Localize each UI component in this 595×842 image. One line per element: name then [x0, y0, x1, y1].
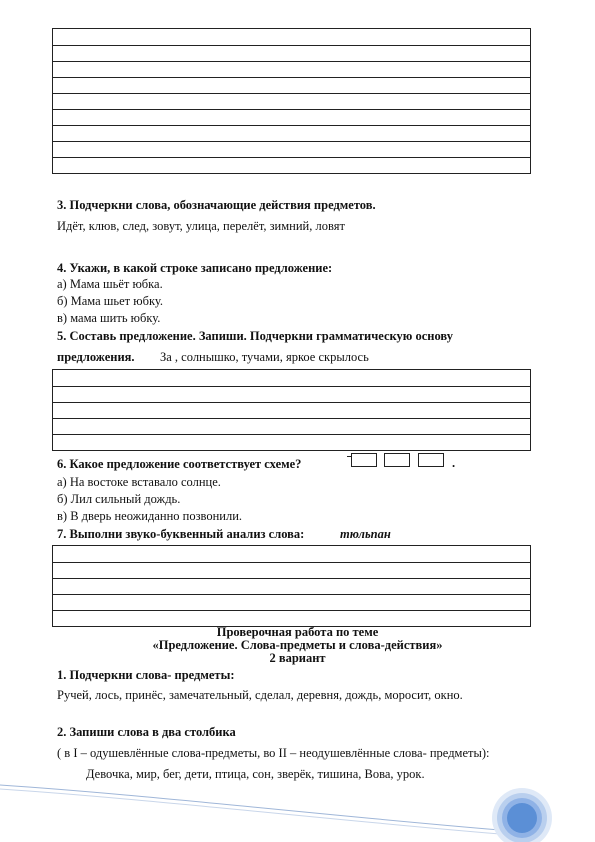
q6-option-a: а) На востоке вставало солнце.	[57, 475, 221, 489]
v2q1-title: 1. Подчеркни слова- предметы:	[57, 668, 235, 682]
variant2-heading-line2: «Предложение. Слова-предметы и слова-действия»	[152, 638, 443, 652]
q4-option-b: б) Мама шьет юбку.	[57, 294, 163, 308]
q3-title: 3. Подчеркни слова, обозначающие действия предметов.	[57, 198, 376, 212]
q4-title: 4. Укажи, в какой строке записано предложение:	[57, 261, 333, 275]
answer-lines-top	[52, 28, 531, 174]
variant2-heading-line3: 2 вариант	[269, 651, 326, 665]
v2q2-title: 2. Запиши слова в два столбика	[57, 725, 236, 739]
variant2-heading-line1: Проверочная работа по теме	[216, 625, 379, 639]
answer-lines-q5	[52, 369, 531, 451]
scheme-period: .	[452, 456, 456, 470]
q3-words: Идёт, клюв, след, зовут, улица, перелёт, зимний, ловят	[57, 219, 345, 233]
footer-curve-line	[0, 785, 500, 830]
scheme-word-box-2	[384, 453, 410, 467]
q7-word: тюльпан	[340, 527, 391, 541]
q4-option-c: в) мама шить юбку.	[57, 311, 161, 325]
q5-title-line2: предложения.	[57, 350, 135, 364]
blue-circle-ornament	[492, 788, 552, 842]
v2q2-instruction: ( в I – одушевлённые слова-предметы, во II – неодушевлённые слова- предметы):	[57, 746, 490, 760]
footer-decoration	[0, 780, 595, 842]
q5-title-line1: 5. Составь предложение. Запиши. Подчеркни грамматическую основу	[57, 329, 453, 343]
q7-title: 7. Выполни звуко-буквенный анализ слова:	[57, 527, 305, 541]
q4-option-a: а) Мама шьёт юбка.	[57, 277, 163, 291]
q6-title: 6. Какое предложение соответствует схеме?	[57, 457, 302, 471]
scheme-word-box-3	[418, 453, 444, 467]
q5-words: За , солнышко, тучами, яркое скрылось	[160, 350, 369, 364]
v2q2-words: Девочка, мир, бег, дети, птица, сон, зверёк, тишина, Вова, урок.	[86, 767, 425, 781]
q6-option-c: в) В дверь неожиданно позвонили.	[57, 509, 243, 523]
v2q1-words: Ручей, лось, принёс, замечательный, сделал, деревня, дождь, моросит, окно.	[57, 688, 463, 702]
answer-lines-q7	[52, 545, 531, 627]
q6-option-b: б) Лил сильный дождь.	[57, 492, 181, 506]
scheme-word-box-1	[351, 453, 377, 467]
